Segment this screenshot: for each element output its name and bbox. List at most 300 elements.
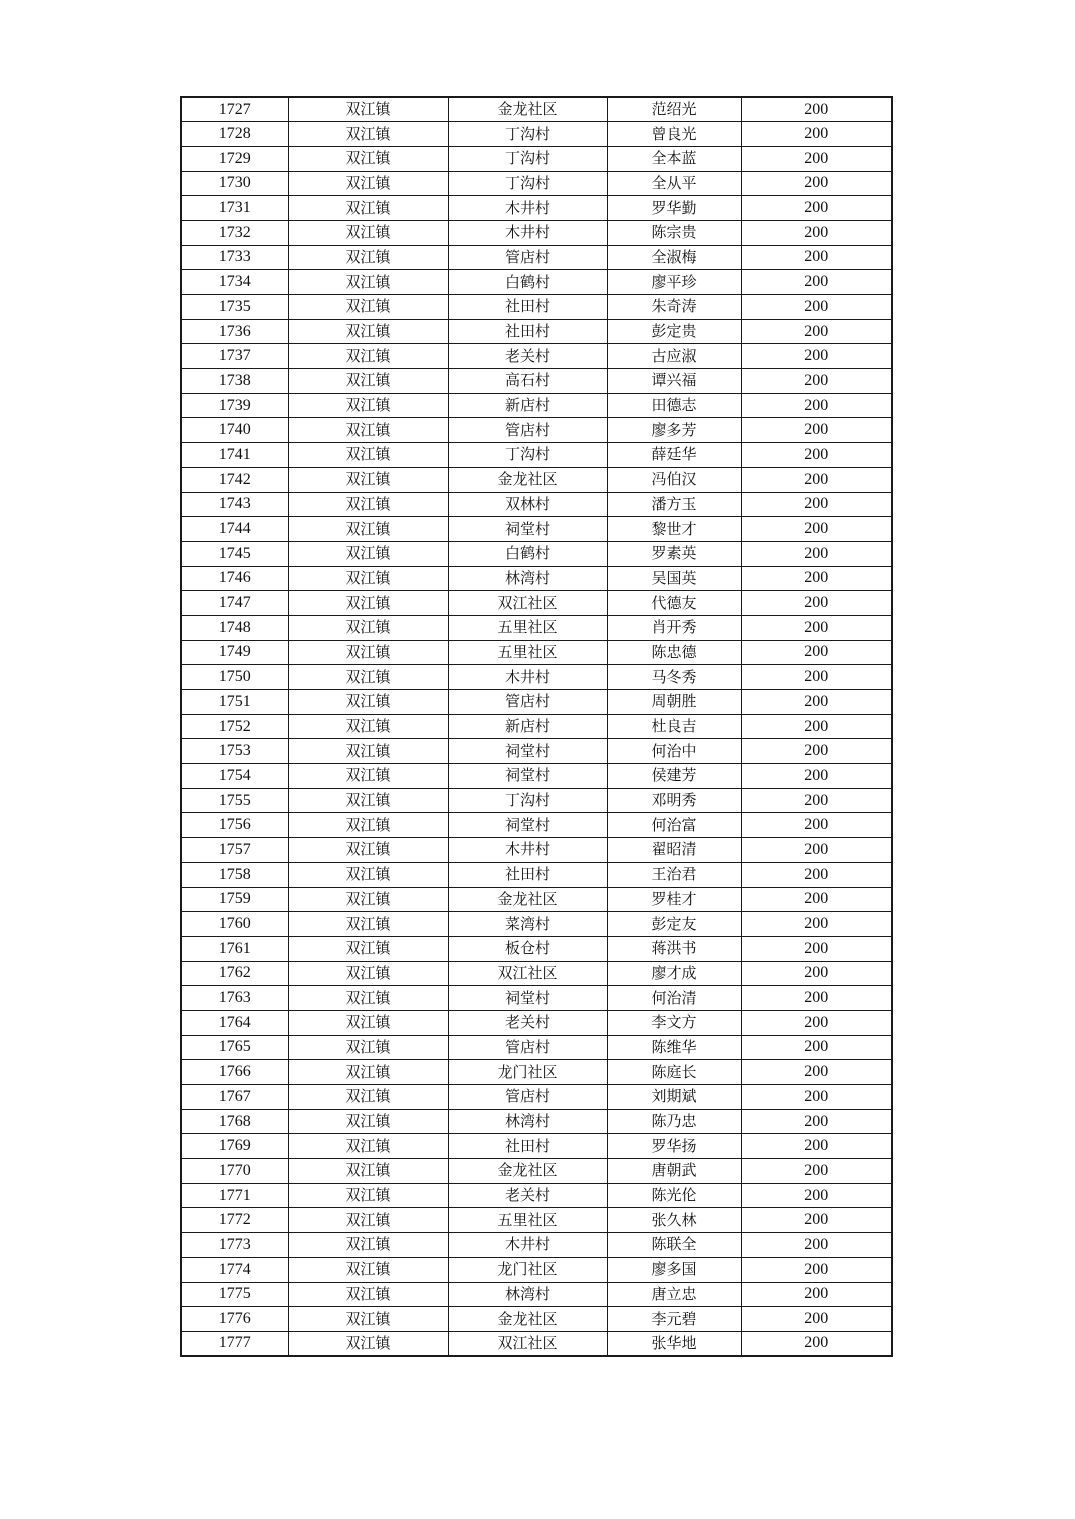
table-row	[181, 714, 892, 739]
row-number: 1733	[181, 245, 288, 270]
amount-cell: 200	[741, 764, 892, 789]
name-cell: 古应淑	[607, 344, 741, 369]
table-row	[181, 1208, 892, 1233]
village-cell: 丁沟村	[448, 443, 607, 468]
amount-cell: 200	[741, 1035, 892, 1060]
name-cell: 全从平	[607, 171, 741, 196]
row-number: 1755	[181, 788, 288, 813]
row-number: 1745	[181, 541, 288, 566]
name-cell: 何治清	[607, 986, 741, 1011]
table-row	[181, 369, 892, 394]
beneficiary-table	[180, 96, 893, 1357]
amount-cell: 200	[741, 1233, 892, 1258]
name-cell: 陈光伦	[607, 1183, 741, 1208]
name-cell: 潘方玉	[607, 492, 741, 517]
row-number: 1764	[181, 1010, 288, 1035]
amount-cell: 200	[741, 443, 892, 468]
village-cell: 木井村	[448, 838, 607, 863]
village-cell: 木井村	[448, 1233, 607, 1258]
village-cell: 双江社区	[448, 961, 607, 986]
name-cell: 彭定贵	[607, 319, 741, 344]
row-number: 1747	[181, 591, 288, 616]
table-body	[181, 97, 892, 1356]
amount-cell: 200	[741, 986, 892, 1011]
amount-cell: 200	[741, 1282, 892, 1307]
name-cell: 侯建芳	[607, 764, 741, 789]
amount-cell: 200	[741, 1208, 892, 1233]
town-cell: 双江镇	[288, 788, 448, 813]
table-row	[181, 418, 892, 443]
table-row	[181, 788, 892, 813]
village-cell: 木井村	[448, 665, 607, 690]
village-cell: 双江社区	[448, 1331, 607, 1356]
row-number: 1754	[181, 764, 288, 789]
name-cell: 陈宗贵	[607, 220, 741, 245]
town-cell: 双江镇	[288, 122, 448, 147]
name-cell: 张华地	[607, 1331, 741, 1356]
row-number: 1760	[181, 912, 288, 937]
village-cell: 社田村	[448, 295, 607, 320]
village-cell: 五里社区	[448, 615, 607, 640]
row-number: 1776	[181, 1307, 288, 1332]
town-cell: 双江镇	[288, 1208, 448, 1233]
amount-cell: 200	[741, 961, 892, 986]
amount-cell: 200	[741, 492, 892, 517]
amount-cell: 200	[741, 838, 892, 863]
row-number: 1774	[181, 1257, 288, 1282]
village-cell: 高石村	[448, 369, 607, 394]
village-cell: 五里社区	[448, 640, 607, 665]
amount-cell: 200	[741, 517, 892, 542]
table-row	[181, 1159, 892, 1184]
village-cell: 老关村	[448, 1183, 607, 1208]
amount-cell: 200	[741, 1159, 892, 1184]
village-cell: 林湾村	[448, 1282, 607, 1307]
town-cell: 双江镇	[288, 887, 448, 912]
name-cell: 何治富	[607, 813, 741, 838]
amount-cell: 200	[741, 862, 892, 887]
row-number: 1763	[181, 986, 288, 1011]
amount-cell: 200	[741, 936, 892, 961]
name-cell: 王治君	[607, 862, 741, 887]
amount-cell: 200	[741, 541, 892, 566]
amount-cell: 200	[741, 1109, 892, 1134]
row-number: 1768	[181, 1109, 288, 1134]
row-number: 1730	[181, 171, 288, 196]
amount-cell: 200	[741, 270, 892, 295]
village-cell: 丁沟村	[448, 171, 607, 196]
name-cell: 曾良光	[607, 122, 741, 147]
town-cell: 双江镇	[288, 196, 448, 221]
town-cell: 双江镇	[288, 1307, 448, 1332]
town-cell: 双江镇	[288, 443, 448, 468]
town-cell: 双江镇	[288, 936, 448, 961]
name-cell: 吴国英	[607, 566, 741, 591]
amount-cell: 200	[741, 1257, 892, 1282]
amount-cell: 200	[741, 393, 892, 418]
row-number: 1751	[181, 690, 288, 715]
amount-cell: 200	[741, 1183, 892, 1208]
row-number: 1746	[181, 566, 288, 591]
name-cell: 张久林	[607, 1208, 741, 1233]
table-row	[181, 393, 892, 418]
row-number: 1732	[181, 220, 288, 245]
town-cell: 双江镇	[288, 1109, 448, 1134]
village-cell: 龙门社区	[448, 1060, 607, 1085]
name-cell: 陈庭长	[607, 1060, 741, 1085]
town-cell: 双江镇	[288, 220, 448, 245]
row-number: 1739	[181, 393, 288, 418]
table-row	[181, 1331, 892, 1356]
table-row	[181, 1035, 892, 1060]
village-cell: 新店村	[448, 714, 607, 739]
town-cell: 双江镇	[288, 1060, 448, 1085]
table-row	[181, 591, 892, 616]
town-cell: 双江镇	[288, 270, 448, 295]
town-cell: 双江镇	[288, 492, 448, 517]
table-row	[181, 1134, 892, 1159]
table-row	[181, 122, 892, 147]
table-row	[181, 1307, 892, 1332]
table-row	[181, 1010, 892, 1035]
town-cell: 双江镇	[288, 739, 448, 764]
row-number: 1743	[181, 492, 288, 517]
village-cell: 管店村	[448, 1085, 607, 1110]
name-cell: 冯伯汉	[607, 467, 741, 492]
village-cell: 双林村	[448, 492, 607, 517]
row-number: 1752	[181, 714, 288, 739]
amount-cell: 200	[741, 739, 892, 764]
row-number: 1727	[181, 97, 288, 122]
amount-cell: 200	[741, 887, 892, 912]
name-cell: 陈忠德	[607, 640, 741, 665]
row-number: 1773	[181, 1233, 288, 1258]
village-cell: 金龙社区	[448, 1159, 607, 1184]
row-number: 1761	[181, 936, 288, 961]
table-row	[181, 912, 892, 937]
village-cell: 祠堂村	[448, 739, 607, 764]
table-row	[181, 1109, 892, 1134]
village-cell: 五里社区	[448, 1208, 607, 1233]
village-cell: 金龙社区	[448, 887, 607, 912]
name-cell: 陈联全	[607, 1233, 741, 1258]
name-cell: 马冬秀	[607, 665, 741, 690]
village-cell: 老关村	[448, 344, 607, 369]
table-row	[181, 97, 892, 122]
amount-cell: 200	[741, 220, 892, 245]
table-row	[181, 295, 892, 320]
amount-cell: 200	[741, 245, 892, 270]
name-cell: 唐朝武	[607, 1159, 741, 1184]
village-cell: 祠堂村	[448, 517, 607, 542]
amount-cell: 200	[741, 295, 892, 320]
town-cell: 双江镇	[288, 1159, 448, 1184]
row-number: 1728	[181, 122, 288, 147]
table-row	[181, 764, 892, 789]
name-cell: 李元碧	[607, 1307, 741, 1332]
name-cell: 薛廷华	[607, 443, 741, 468]
name-cell: 全淑梅	[607, 245, 741, 270]
name-cell: 廖多芳	[607, 418, 741, 443]
row-number: 1741	[181, 443, 288, 468]
table-row	[181, 862, 892, 887]
table-row	[181, 961, 892, 986]
amount-cell: 200	[741, 344, 892, 369]
table-row	[181, 541, 892, 566]
name-cell: 杜良吉	[607, 714, 741, 739]
table-row	[181, 344, 892, 369]
name-cell: 刘期斌	[607, 1085, 741, 1110]
row-number: 1777	[181, 1331, 288, 1356]
name-cell: 黎世才	[607, 517, 741, 542]
village-cell: 林湾村	[448, 566, 607, 591]
name-cell: 邓明秀	[607, 788, 741, 813]
row-number: 1729	[181, 146, 288, 171]
name-cell: 廖才成	[607, 961, 741, 986]
amount-cell: 200	[741, 369, 892, 394]
town-cell: 双江镇	[288, 1282, 448, 1307]
amount-cell: 200	[741, 640, 892, 665]
table-row	[181, 196, 892, 221]
town-cell: 双江镇	[288, 838, 448, 863]
table-row	[181, 270, 892, 295]
table-row	[181, 665, 892, 690]
table-row	[181, 319, 892, 344]
town-cell: 双江镇	[288, 961, 448, 986]
town-cell: 双江镇	[288, 912, 448, 937]
town-cell: 双江镇	[288, 690, 448, 715]
town-cell: 双江镇	[288, 1233, 448, 1258]
row-number: 1734	[181, 270, 288, 295]
town-cell: 双江镇	[288, 1010, 448, 1035]
amount-cell: 200	[741, 788, 892, 813]
table-row	[181, 443, 892, 468]
row-number: 1738	[181, 369, 288, 394]
village-cell: 祠堂村	[448, 986, 607, 1011]
row-number: 1744	[181, 517, 288, 542]
town-cell: 双江镇	[288, 467, 448, 492]
table-row	[181, 467, 892, 492]
amount-cell: 200	[741, 665, 892, 690]
amount-cell: 200	[741, 1331, 892, 1356]
town-cell: 双江镇	[288, 665, 448, 690]
row-number: 1740	[181, 418, 288, 443]
village-cell: 管店村	[448, 418, 607, 443]
village-cell: 丁沟村	[448, 146, 607, 171]
town-cell: 双江镇	[288, 97, 448, 122]
name-cell: 罗素英	[607, 541, 741, 566]
name-cell: 彭定友	[607, 912, 741, 937]
table-row	[181, 146, 892, 171]
village-cell: 管店村	[448, 245, 607, 270]
row-number: 1769	[181, 1134, 288, 1159]
table-row	[181, 690, 892, 715]
amount-cell: 200	[741, 813, 892, 838]
amount-cell: 200	[741, 912, 892, 937]
village-cell: 丁沟村	[448, 122, 607, 147]
village-cell: 社田村	[448, 1134, 607, 1159]
name-cell: 谭兴福	[607, 369, 741, 394]
name-cell: 肖开秀	[607, 615, 741, 640]
row-number: 1748	[181, 615, 288, 640]
name-cell: 蒋洪书	[607, 936, 741, 961]
amount-cell: 200	[741, 566, 892, 591]
name-cell: 罗桂才	[607, 887, 741, 912]
village-cell: 管店村	[448, 1035, 607, 1060]
name-cell: 唐立忠	[607, 1282, 741, 1307]
table-row	[181, 986, 892, 1011]
town-cell: 双江镇	[288, 146, 448, 171]
table-row	[181, 245, 892, 270]
town-cell: 双江镇	[288, 1085, 448, 1110]
row-number: 1767	[181, 1085, 288, 1110]
amount-cell: 200	[741, 196, 892, 221]
name-cell: 全本蓝	[607, 146, 741, 171]
name-cell: 田德志	[607, 393, 741, 418]
name-cell: 李文方	[607, 1010, 741, 1035]
row-number: 1758	[181, 862, 288, 887]
table-row	[181, 887, 892, 912]
row-number: 1775	[181, 1282, 288, 1307]
amount-cell: 200	[741, 714, 892, 739]
table-row	[181, 1233, 892, 1258]
row-number: 1750	[181, 665, 288, 690]
row-number: 1770	[181, 1159, 288, 1184]
amount-cell: 200	[741, 690, 892, 715]
village-cell: 林湾村	[448, 1109, 607, 1134]
table-row	[181, 492, 892, 517]
village-cell: 金龙社区	[448, 97, 607, 122]
town-cell: 双江镇	[288, 541, 448, 566]
table-row	[181, 1060, 892, 1085]
row-number: 1737	[181, 344, 288, 369]
town-cell: 双江镇	[288, 1257, 448, 1282]
village-cell: 社田村	[448, 862, 607, 887]
table-row	[181, 813, 892, 838]
row-number: 1753	[181, 739, 288, 764]
table-row	[181, 739, 892, 764]
town-cell: 双江镇	[288, 862, 448, 887]
row-number: 1749	[181, 640, 288, 665]
name-cell: 朱奇涛	[607, 295, 741, 320]
table-row	[181, 1282, 892, 1307]
name-cell: 廖平珍	[607, 270, 741, 295]
town-cell: 双江镇	[288, 813, 448, 838]
town-cell: 双江镇	[288, 517, 448, 542]
town-cell: 双江镇	[288, 1134, 448, 1159]
table-row	[181, 171, 892, 196]
table-row	[181, 566, 892, 591]
amount-cell: 200	[741, 1060, 892, 1085]
town-cell: 双江镇	[288, 171, 448, 196]
name-cell: 罗华勤	[607, 196, 741, 221]
table-row	[181, 838, 892, 863]
town-cell: 双江镇	[288, 1183, 448, 1208]
village-cell: 木井村	[448, 196, 607, 221]
row-number: 1772	[181, 1208, 288, 1233]
village-cell: 金龙社区	[448, 1307, 607, 1332]
amount-cell: 200	[741, 1085, 892, 1110]
town-cell: 双江镇	[288, 591, 448, 616]
amount-cell: 200	[741, 146, 892, 171]
village-cell: 菜湾村	[448, 912, 607, 937]
village-cell: 丁沟村	[448, 788, 607, 813]
table-row	[181, 1257, 892, 1282]
name-cell: 周朝胜	[607, 690, 741, 715]
amount-cell: 200	[741, 122, 892, 147]
village-cell: 新店村	[448, 393, 607, 418]
row-number: 1756	[181, 813, 288, 838]
village-cell: 金龙社区	[448, 467, 607, 492]
town-cell: 双江镇	[288, 295, 448, 320]
table-row	[181, 1183, 892, 1208]
table-row	[181, 936, 892, 961]
table-row	[181, 220, 892, 245]
amount-cell: 200	[741, 171, 892, 196]
town-cell: 双江镇	[288, 764, 448, 789]
row-number: 1757	[181, 838, 288, 863]
row-number: 1771	[181, 1183, 288, 1208]
row-number: 1736	[181, 319, 288, 344]
village-cell: 祠堂村	[448, 813, 607, 838]
town-cell: 双江镇	[288, 319, 448, 344]
table-row	[181, 640, 892, 665]
name-cell: 翟昭清	[607, 838, 741, 863]
village-cell: 白鹤村	[448, 270, 607, 295]
amount-cell: 200	[741, 418, 892, 443]
name-cell: 廖多国	[607, 1257, 741, 1282]
amount-cell: 200	[741, 97, 892, 122]
village-cell: 双江社区	[448, 591, 607, 616]
row-number: 1762	[181, 961, 288, 986]
town-cell: 双江镇	[288, 369, 448, 394]
town-cell: 双江镇	[288, 1331, 448, 1356]
name-cell: 何治中	[607, 739, 741, 764]
town-cell: 双江镇	[288, 245, 448, 270]
row-number: 1765	[181, 1035, 288, 1060]
village-cell: 祠堂村	[448, 764, 607, 789]
town-cell: 双江镇	[288, 986, 448, 1011]
town-cell: 双江镇	[288, 640, 448, 665]
amount-cell: 200	[741, 1010, 892, 1035]
town-cell: 双江镇	[288, 714, 448, 739]
town-cell: 双江镇	[288, 344, 448, 369]
name-cell: 陈乃忠	[607, 1109, 741, 1134]
name-cell: 范绍光	[607, 97, 741, 122]
name-cell: 代德友	[607, 591, 741, 616]
table-row	[181, 1085, 892, 1110]
village-cell: 社田村	[448, 319, 607, 344]
village-cell: 木井村	[448, 220, 607, 245]
row-number: 1731	[181, 196, 288, 221]
row-number: 1742	[181, 467, 288, 492]
row-number: 1766	[181, 1060, 288, 1085]
village-cell: 板仓村	[448, 936, 607, 961]
table-row	[181, 517, 892, 542]
row-number: 1735	[181, 295, 288, 320]
name-cell: 罗华扬	[607, 1134, 741, 1159]
row-number: 1759	[181, 887, 288, 912]
amount-cell: 200	[741, 1307, 892, 1332]
amount-cell: 200	[741, 467, 892, 492]
table-row	[181, 615, 892, 640]
town-cell: 双江镇	[288, 418, 448, 443]
amount-cell: 200	[741, 1134, 892, 1159]
name-cell: 陈维华	[607, 1035, 741, 1060]
town-cell: 双江镇	[288, 393, 448, 418]
amount-cell: 200	[741, 591, 892, 616]
amount-cell: 200	[741, 615, 892, 640]
